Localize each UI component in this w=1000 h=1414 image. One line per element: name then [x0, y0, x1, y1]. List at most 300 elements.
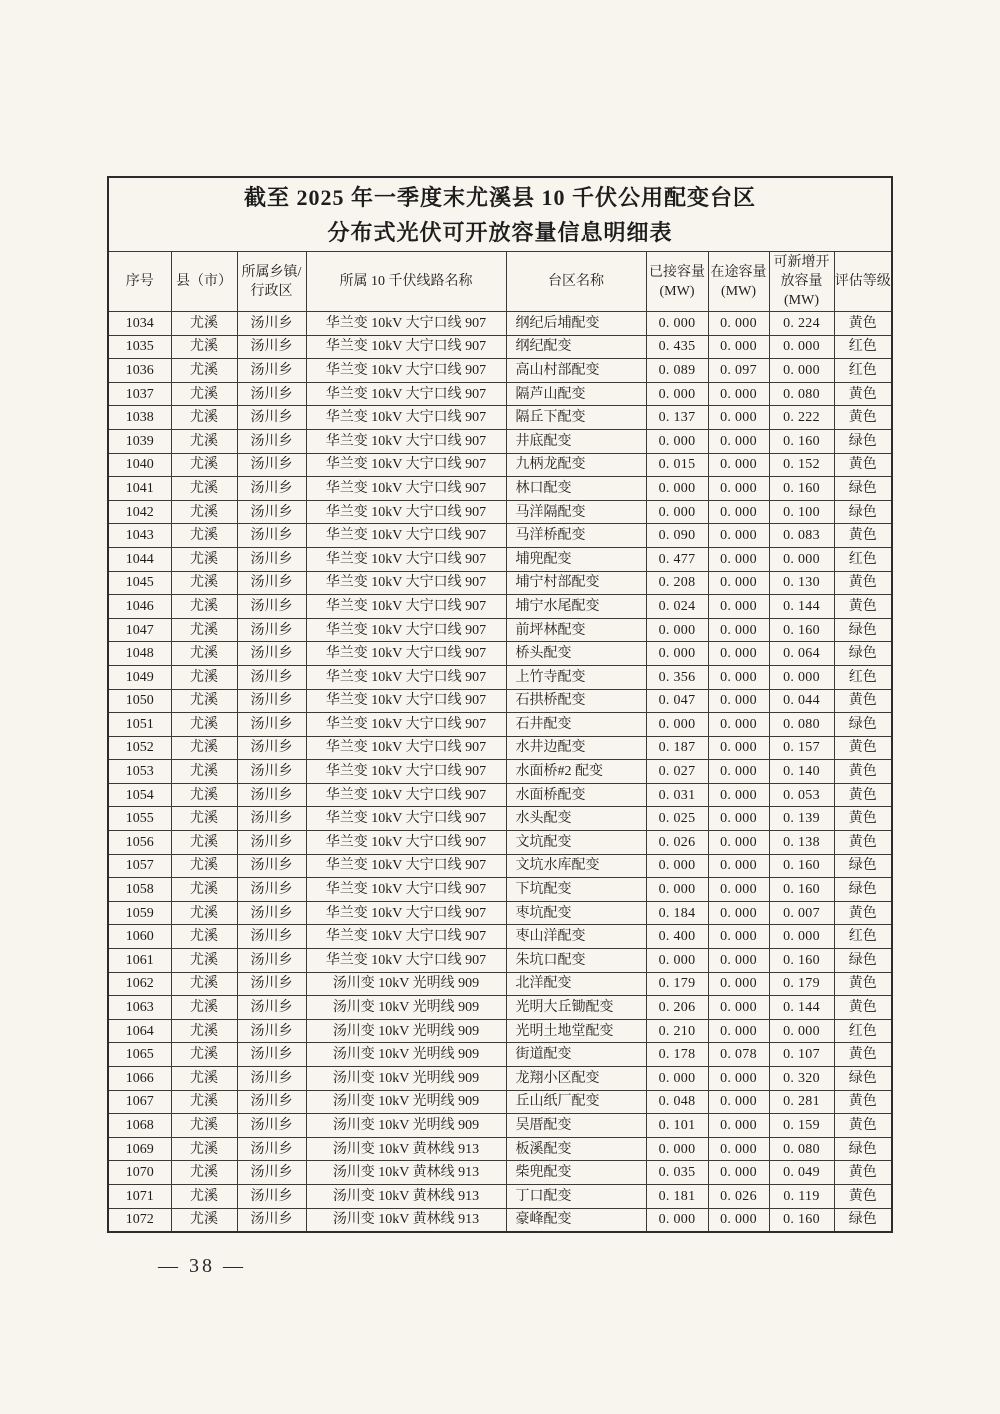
cell-line-name: 汤川变 10kV 黄林线 913 [306, 1161, 506, 1185]
cell-rating: 黄色 [834, 406, 892, 430]
cell-township: 汤川乡 [237, 335, 306, 359]
cell-connected-capacity: 0. 206 [646, 996, 708, 1020]
cell-serial: 1057 [108, 854, 171, 878]
table-title-row [108, 177, 892, 252]
cell-serial: 1053 [108, 760, 171, 784]
cell-in-transit-capacity: 0. 000 [708, 312, 769, 336]
cell-station-name: 文坑配变 [506, 831, 646, 855]
cell-county: 尤溪 [171, 642, 237, 666]
cell-line-name: 华兰变 10kV 大宁口线 907 [306, 760, 506, 784]
cell-connected-capacity: 0. 000 [646, 500, 708, 524]
cell-county: 尤溪 [171, 312, 237, 336]
cell-in-transit-capacity: 0. 000 [708, 760, 769, 784]
cell-serial: 1059 [108, 901, 171, 925]
cell-rating: 黄色 [834, 901, 892, 925]
cell-new-open-capacity: 0. 160 [769, 878, 834, 902]
table-header-row [108, 252, 892, 312]
cell-rating: 黄色 [834, 595, 892, 619]
cell-rating: 红色 [834, 665, 892, 689]
cell-in-transit-capacity: 0. 000 [708, 807, 769, 831]
cell-connected-capacity: 0. 210 [646, 1019, 708, 1043]
cell-township: 汤川乡 [237, 949, 306, 973]
cell-rating: 黄色 [834, 571, 892, 595]
cell-connected-capacity: 0. 024 [646, 595, 708, 619]
cell-in-transit-capacity: 0. 000 [708, 382, 769, 406]
cell-connected-capacity: 0. 000 [646, 382, 708, 406]
cell-connected-capacity: 0. 208 [646, 571, 708, 595]
cell-connected-capacity: 0. 025 [646, 807, 708, 831]
cell-township: 汤川乡 [237, 736, 306, 760]
cell-line-name: 华兰变 10kV 大宁口线 907 [306, 854, 506, 878]
cell-station-name: 埔兜配变 [506, 547, 646, 571]
table-row [108, 901, 892, 925]
cell-new-open-capacity: 0. 083 [769, 524, 834, 548]
cell-new-open-capacity: 0. 139 [769, 807, 834, 831]
cell-connected-capacity: 0. 181 [646, 1184, 708, 1208]
cell-county: 尤溪 [171, 665, 237, 689]
cell-in-transit-capacity: 0. 000 [708, 500, 769, 524]
cell-in-transit-capacity: 0. 097 [708, 359, 769, 383]
table-row [108, 783, 892, 807]
cell-rating: 红色 [834, 925, 892, 949]
cell-serial: 1060 [108, 925, 171, 949]
capacity-table [107, 176, 891, 1233]
cell-township: 汤川乡 [237, 1184, 306, 1208]
cell-county: 尤溪 [171, 996, 237, 1020]
cell-line-name: 华兰变 10kV 大宁口线 907 [306, 500, 506, 524]
table-row [108, 878, 892, 902]
cell-township: 汤川乡 [237, 1043, 306, 1067]
table-row [108, 665, 892, 689]
cell-county: 尤溪 [171, 1161, 237, 1185]
cell-township: 汤川乡 [237, 429, 306, 453]
cell-serial: 1042 [108, 500, 171, 524]
cell-township: 汤川乡 [237, 854, 306, 878]
cell-in-transit-capacity: 0. 000 [708, 618, 769, 642]
cell-rating: 绿色 [834, 949, 892, 973]
cell-connected-capacity: 0. 000 [646, 1137, 708, 1161]
cell-in-transit-capacity: 0. 000 [708, 406, 769, 430]
cell-township: 汤川乡 [237, 925, 306, 949]
cell-township: 汤川乡 [237, 642, 306, 666]
table-row [108, 547, 892, 571]
cell-county: 尤溪 [171, 736, 237, 760]
cell-rating: 黄色 [834, 1161, 892, 1185]
cell-rating: 黄色 [834, 783, 892, 807]
table-row [108, 854, 892, 878]
cell-new-open-capacity: 0. 152 [769, 453, 834, 477]
cell-township: 汤川乡 [237, 406, 306, 430]
cell-township: 汤川乡 [237, 1161, 306, 1185]
table-row [108, 312, 892, 336]
table-row [108, 429, 892, 453]
cell-station-name: 光明大丘锄配变 [506, 996, 646, 1020]
cell-line-name: 汤川变 10kV 光明线 909 [306, 1114, 506, 1138]
cell-line-name: 华兰变 10kV 大宁口线 907 [306, 453, 506, 477]
cell-serial: 1072 [108, 1208, 171, 1232]
cell-station-name: 吴厝配变 [506, 1114, 646, 1138]
cell-serial: 1047 [108, 618, 171, 642]
cell-county: 尤溪 [171, 972, 237, 996]
cell-line-name: 华兰变 10kV 大宁口线 907 [306, 949, 506, 973]
table-row [108, 642, 892, 666]
cell-rating: 绿色 [834, 429, 892, 453]
cell-line-name: 汤川变 10kV 光明线 909 [306, 1019, 506, 1043]
cell-new-open-capacity: 0. 224 [769, 312, 834, 336]
cell-in-transit-capacity: 0. 000 [708, 901, 769, 925]
cell-station-name: 下坑配变 [506, 878, 646, 902]
cell-connected-capacity: 0. 101 [646, 1114, 708, 1138]
cell-township: 汤川乡 [237, 312, 306, 336]
cell-new-open-capacity: 0. 160 [769, 477, 834, 501]
cell-township: 汤川乡 [237, 382, 306, 406]
cell-in-transit-capacity: 0. 000 [708, 925, 769, 949]
cell-in-transit-capacity: 0. 000 [708, 996, 769, 1020]
cell-serial: 1066 [108, 1067, 171, 1091]
cell-new-open-capacity: 0. 000 [769, 925, 834, 949]
cell-in-transit-capacity: 0. 000 [708, 453, 769, 477]
cell-station-name: 林口配变 [506, 477, 646, 501]
cell-serial: 1049 [108, 665, 171, 689]
cell-county: 尤溪 [171, 1137, 237, 1161]
cell-county: 尤溪 [171, 760, 237, 784]
cell-station-name: 埔宁水尾配变 [506, 595, 646, 619]
table-row [108, 996, 892, 1020]
table-row [108, 453, 892, 477]
cell-rating: 绿色 [834, 618, 892, 642]
cell-serial: 1044 [108, 547, 171, 571]
cell-rating: 绿色 [834, 642, 892, 666]
cell-station-name: 文坑水库配变 [506, 854, 646, 878]
cell-new-open-capacity: 0. 080 [769, 713, 834, 737]
cell-county: 尤溪 [171, 854, 237, 878]
cell-station-name: 井底配变 [506, 429, 646, 453]
cell-township: 汤川乡 [237, 1114, 306, 1138]
cell-county: 尤溪 [171, 1043, 237, 1067]
cell-station-name: 桥头配变 [506, 642, 646, 666]
cell-new-open-capacity: 0. 159 [769, 1114, 834, 1138]
cell-line-name: 华兰变 10kV 大宁口线 907 [306, 477, 506, 501]
cell-rating: 绿色 [834, 1208, 892, 1232]
cell-serial: 1056 [108, 831, 171, 855]
cell-in-transit-capacity: 0. 000 [708, 335, 769, 359]
cell-serial: 1048 [108, 642, 171, 666]
cell-station-name: 街道配变 [506, 1043, 646, 1067]
table-title-line2: 分布式光伏可开放容量信息明细表 [327, 219, 673, 245]
cell-new-open-capacity: 0. 100 [769, 500, 834, 524]
cell-station-name: 上竹寺配变 [506, 665, 646, 689]
col-township: 所属乡镇/行政区 [237, 252, 306, 312]
cell-serial: 1050 [108, 689, 171, 713]
cell-serial: 1037 [108, 382, 171, 406]
cell-connected-capacity: 0. 000 [646, 854, 708, 878]
cell-new-open-capacity: 0. 053 [769, 783, 834, 807]
cell-township: 汤川乡 [237, 713, 306, 737]
cell-county: 尤溪 [171, 807, 237, 831]
cell-line-name: 华兰变 10kV 大宁口线 907 [306, 547, 506, 571]
cell-in-transit-capacity: 0. 000 [708, 595, 769, 619]
col-new-open-capacity: 可新增开放容量(MW) [769, 252, 834, 312]
cell-serial: 1035 [108, 335, 171, 359]
table-row [108, 689, 892, 713]
cell-county: 尤溪 [171, 1090, 237, 1114]
cell-township: 汤川乡 [237, 783, 306, 807]
capacity-table-grid [107, 176, 893, 1233]
cell-in-transit-capacity: 0. 000 [708, 524, 769, 548]
cell-rating: 黄色 [834, 1043, 892, 1067]
table-row [108, 1208, 892, 1232]
cell-rating: 红色 [834, 547, 892, 571]
cell-township: 汤川乡 [237, 807, 306, 831]
cell-county: 尤溪 [171, 1114, 237, 1138]
cell-connected-capacity: 0. 000 [646, 878, 708, 902]
cell-new-open-capacity: 0. 000 [769, 1019, 834, 1043]
table-row [108, 1161, 892, 1185]
cell-in-transit-capacity: 0. 000 [708, 689, 769, 713]
cell-connected-capacity: 0. 435 [646, 335, 708, 359]
cell-township: 汤川乡 [237, 665, 306, 689]
cell-line-name: 华兰变 10kV 大宁口线 907 [306, 618, 506, 642]
table-row [108, 831, 892, 855]
cell-township: 汤川乡 [237, 901, 306, 925]
table-row [108, 1184, 892, 1208]
cell-county: 尤溪 [171, 406, 237, 430]
cell-connected-capacity: 0. 089 [646, 359, 708, 383]
cell-in-transit-capacity: 0. 000 [708, 878, 769, 902]
cell-new-open-capacity: 0. 222 [769, 406, 834, 430]
cell-station-name: 枣坑配变 [506, 901, 646, 925]
cell-line-name: 华兰变 10kV 大宁口线 907 [306, 713, 506, 737]
cell-connected-capacity: 0. 000 [646, 477, 708, 501]
cell-township: 汤川乡 [237, 618, 306, 642]
cell-connected-capacity: 0. 015 [646, 453, 708, 477]
cell-line-name: 汤川变 10kV 光明线 909 [306, 996, 506, 1020]
cell-connected-capacity: 0. 031 [646, 783, 708, 807]
cell-rating: 黄色 [834, 807, 892, 831]
cell-county: 尤溪 [171, 925, 237, 949]
table-row [108, 1043, 892, 1067]
cell-county: 尤溪 [171, 1019, 237, 1043]
table-title-line1: 截至 2025 年一季度末尤溪县 10 千伏公用配变台区 [244, 184, 757, 210]
cell-serial: 1071 [108, 1184, 171, 1208]
cell-in-transit-capacity: 0. 000 [708, 713, 769, 737]
cell-township: 汤川乡 [237, 595, 306, 619]
cell-township: 汤川乡 [237, 996, 306, 1020]
cell-county: 尤溪 [171, 524, 237, 548]
cell-in-transit-capacity: 0. 000 [708, 429, 769, 453]
cell-line-name: 汤川变 10kV 黄林线 913 [306, 1208, 506, 1232]
cell-serial: 1065 [108, 1043, 171, 1067]
cell-line-name: 汤川变 10kV 黄林线 913 [306, 1184, 506, 1208]
cell-new-open-capacity: 0. 157 [769, 736, 834, 760]
col-station-name: 台区名称 [506, 252, 646, 312]
cell-connected-capacity: 0. 000 [646, 312, 708, 336]
cell-county: 尤溪 [171, 571, 237, 595]
cell-township: 汤川乡 [237, 1090, 306, 1114]
cell-connected-capacity: 0. 000 [646, 429, 708, 453]
cell-new-open-capacity: 0. 144 [769, 996, 834, 1020]
cell-in-transit-capacity: 0. 000 [708, 642, 769, 666]
cell-line-name: 华兰变 10kV 大宁口线 907 [306, 736, 506, 760]
cell-township: 汤川乡 [237, 571, 306, 595]
cell-line-name: 华兰变 10kV 大宁口线 907 [306, 406, 506, 430]
col-line-name: 所属 10 千伏线路名称 [306, 252, 506, 312]
cell-new-open-capacity: 0. 007 [769, 901, 834, 925]
cell-connected-capacity: 0. 090 [646, 524, 708, 548]
cell-new-open-capacity: 0. 064 [769, 642, 834, 666]
cell-serial: 1064 [108, 1019, 171, 1043]
cell-connected-capacity: 0. 187 [646, 736, 708, 760]
cell-new-open-capacity: 0. 107 [769, 1043, 834, 1067]
cell-station-name: 丘山纸厂配变 [506, 1090, 646, 1114]
cell-connected-capacity: 0. 047 [646, 689, 708, 713]
cell-in-transit-capacity: 0. 000 [708, 665, 769, 689]
table-row [108, 925, 892, 949]
cell-line-name: 华兰变 10kV 大宁口线 907 [306, 807, 506, 831]
cell-township: 汤川乡 [237, 477, 306, 501]
cell-rating: 红色 [834, 335, 892, 359]
cell-station-name: 隔丘下配变 [506, 406, 646, 430]
cell-station-name: 豪峰配变 [506, 1208, 646, 1232]
col-rating: 评估等级 [834, 252, 892, 312]
cell-connected-capacity: 0. 000 [646, 713, 708, 737]
cell-connected-capacity: 0. 027 [646, 760, 708, 784]
cell-station-name: 水井边配变 [506, 736, 646, 760]
table-row [108, 595, 892, 619]
cell-connected-capacity: 0. 400 [646, 925, 708, 949]
cell-station-name: 纲纪配变 [506, 335, 646, 359]
cell-station-name: 石井配变 [506, 713, 646, 737]
cell-station-name: 水头配变 [506, 807, 646, 831]
cell-line-name: 华兰变 10kV 大宁口线 907 [306, 359, 506, 383]
cell-line-name: 华兰变 10kV 大宁口线 907 [306, 571, 506, 595]
cell-new-open-capacity: 0. 160 [769, 854, 834, 878]
cell-in-transit-capacity: 0. 000 [708, 1019, 769, 1043]
table-row [108, 335, 892, 359]
table-row [108, 618, 892, 642]
cell-station-name: 石拱桥配变 [506, 689, 646, 713]
cell-in-transit-capacity: 0. 000 [708, 1137, 769, 1161]
cell-county: 尤溪 [171, 878, 237, 902]
cell-line-name: 华兰变 10kV 大宁口线 907 [306, 925, 506, 949]
cell-township: 汤川乡 [237, 453, 306, 477]
cell-line-name: 汤川变 10kV 光明线 909 [306, 1090, 506, 1114]
cell-township: 汤川乡 [237, 878, 306, 902]
cell-rating: 黄色 [834, 736, 892, 760]
cell-connected-capacity: 0. 477 [646, 547, 708, 571]
cell-new-open-capacity: 0. 080 [769, 1137, 834, 1161]
col-county: 县（市） [171, 252, 237, 312]
table-row [108, 1137, 892, 1161]
cell-in-transit-capacity: 0. 000 [708, 972, 769, 996]
cell-township: 汤川乡 [237, 972, 306, 996]
cell-serial: 1055 [108, 807, 171, 831]
cell-station-name: 隔芦山配变 [506, 382, 646, 406]
col-serial: 序号 [108, 252, 171, 312]
cell-station-name: 马洋隔配变 [506, 500, 646, 524]
cell-line-name: 华兰变 10kV 大宁口线 907 [306, 665, 506, 689]
cell-line-name: 华兰变 10kV 大宁口线 907 [306, 689, 506, 713]
cell-county: 尤溪 [171, 713, 237, 737]
cell-rating: 绿色 [834, 500, 892, 524]
cell-station-name: 纲纪后埔配变 [506, 312, 646, 336]
cell-new-open-capacity: 0. 144 [769, 595, 834, 619]
cell-county: 尤溪 [171, 382, 237, 406]
cell-connected-capacity: 0. 000 [646, 618, 708, 642]
cell-rating: 黄色 [834, 1184, 892, 1208]
table-row [108, 972, 892, 996]
cell-county: 尤溪 [171, 783, 237, 807]
cell-station-name: 枣山洋配变 [506, 925, 646, 949]
cell-township: 汤川乡 [237, 1137, 306, 1161]
table-body [108, 312, 892, 1232]
cell-serial: 1054 [108, 783, 171, 807]
cell-station-name: 板溪配变 [506, 1137, 646, 1161]
cell-station-name: 水面桥#2 配变 [506, 760, 646, 784]
cell-in-transit-capacity: 0. 000 [708, 571, 769, 595]
cell-station-name: 光明土地堂配变 [506, 1019, 646, 1043]
table-row [108, 949, 892, 973]
cell-connected-capacity: 0. 356 [646, 665, 708, 689]
cell-in-transit-capacity: 0. 000 [708, 1067, 769, 1091]
cell-in-transit-capacity: 0. 078 [708, 1043, 769, 1067]
cell-station-name: 高山村部配变 [506, 359, 646, 383]
table-row [108, 1090, 892, 1114]
cell-line-name: 汤川变 10kV 光明线 909 [306, 972, 506, 996]
col-in-transit-capacity: 在途容量(MW) [708, 252, 769, 312]
cell-line-name: 华兰变 10kV 大宁口线 907 [306, 642, 506, 666]
cell-serial: 1061 [108, 949, 171, 973]
cell-line-name: 华兰变 10kV 大宁口线 907 [306, 312, 506, 336]
cell-station-name: 龙翔小区配变 [506, 1067, 646, 1091]
table-row [108, 477, 892, 501]
cell-station-name: 水面桥配变 [506, 783, 646, 807]
cell-serial: 1052 [108, 736, 171, 760]
cell-station-name: 前坪林配变 [506, 618, 646, 642]
cell-new-open-capacity: 0. 000 [769, 359, 834, 383]
cell-new-open-capacity: 0. 049 [769, 1161, 834, 1185]
cell-new-open-capacity: 0. 160 [769, 618, 834, 642]
cell-rating: 黄色 [834, 972, 892, 996]
cell-connected-capacity: 0. 048 [646, 1090, 708, 1114]
cell-new-open-capacity: 0. 281 [769, 1090, 834, 1114]
table-row [108, 406, 892, 430]
cell-new-open-capacity: 0. 000 [769, 665, 834, 689]
cell-township: 汤川乡 [237, 1067, 306, 1091]
table-row [108, 807, 892, 831]
cell-county: 尤溪 [171, 949, 237, 973]
cell-new-open-capacity: 0. 160 [769, 429, 834, 453]
cell-line-name: 华兰变 10kV 大宁口线 907 [306, 595, 506, 619]
cell-serial: 1046 [108, 595, 171, 619]
cell-rating: 黄色 [834, 382, 892, 406]
cell-serial: 1063 [108, 996, 171, 1020]
cell-rating: 绿色 [834, 1137, 892, 1161]
cell-line-name: 华兰变 10kV 大宁口线 907 [306, 831, 506, 855]
cell-line-name: 华兰变 10kV 大宁口线 907 [306, 901, 506, 925]
cell-new-open-capacity: 0. 044 [769, 689, 834, 713]
cell-line-name: 华兰变 10kV 大宁口线 907 [306, 429, 506, 453]
cell-serial: 1067 [108, 1090, 171, 1114]
cell-county: 尤溪 [171, 359, 237, 383]
table-row [108, 736, 892, 760]
cell-county: 尤溪 [171, 1208, 237, 1232]
cell-in-transit-capacity: 0. 000 [708, 831, 769, 855]
cell-county: 尤溪 [171, 901, 237, 925]
cell-county: 尤溪 [171, 689, 237, 713]
cell-new-open-capacity: 0. 160 [769, 1208, 834, 1232]
cell-in-transit-capacity: 0. 026 [708, 1184, 769, 1208]
